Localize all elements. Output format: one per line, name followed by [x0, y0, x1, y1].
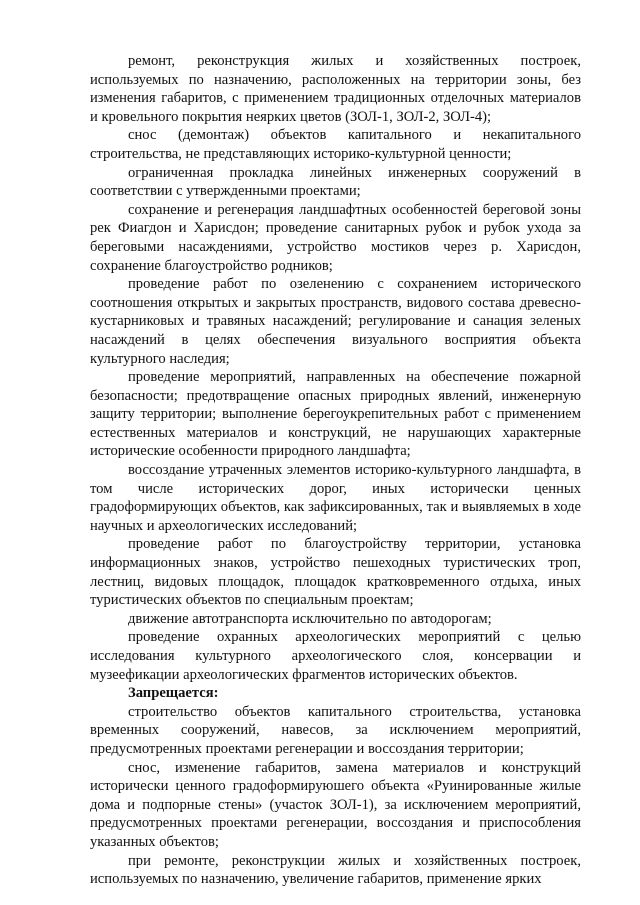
paragraph-linear-engineering: ограниченная прокладка линейных инженерных сооружений в соответствии с утвержденными проектами; [90, 164, 581, 200]
paragraph-landscape-preservation: сохранение и регенерация ландшафтных особенностей береговой зоны рек Фиагдон и Харисдон; проведение санитарных рубок и рубок ухода за береговыми насаждениями, устройство мостиков через р. Харисдон, сохранение благоустройство родников; [90, 201, 581, 274]
section-heading-prohibited: Запрещается: [128, 685, 219, 702]
paragraph-repair-restrictions: при ремонте, реконструкции жилых и хозяйственных построек, используемых по назначению, увеличение габаритов, применение ярких [90, 852, 581, 888]
document-page [90, 52, 581, 889]
paragraph-historic-object: снос, изменение габаритов, замена материалов и конструкций исторически ценного градоформируюшего объекта «Руинированные жилые дома и подпорные стены» (участок ЗОЛ-1), за исключением мероприятий, предусмотренных проектами регенерации, воссоздания и приспособления указанных объектов; [90, 759, 581, 850]
paragraph-archaeology: проведение охранных археологических мероприятий с целью исследования культурного археологического слоя, консервации и музеефикации археологических фрагментов исторических объектов. [90, 629, 581, 683]
paragraph-demolition: снос (демонтаж) объектов капитального и некапитального строительства, не представляющих историко-культурной ценности; [90, 127, 581, 162]
paragraph-capital-construction: строительство объектов капитального строительства, установка временных сооружений, навесов, за исключением мероприятий, предусмотренных проектами регенерации и воссоздания территории; [90, 703, 581, 757]
paragraph-greening: проведение работ по озеленению с сохранением исторического соотношения открытых и закрытых пространств, видового состава древесно-кустарниковых и травяных насаждений; регулирование и санация зеленых насаждений в целях обеспечения визуального восприятия объекта культурного наследия; [90, 276, 581, 367]
paragraph-fire-safety: проведение мероприятий, направленных на обеспечение пожарной безопасности; предотвращение опасных природных явлений, инженерную защиту территории; выполнение берегоукрепительных работ с применением естественных материалов и конструкций, не нарушающих характерные исторические особенности природного ландшафта; [90, 369, 581, 460]
paragraph-vehicle-traffic: движение автотранспорта исключительно по автодорогам; [128, 610, 492, 627]
paragraph-recreation-elements: воссоздание утраченных элементов историко-культурного ландшафта, в том числе исторических дорог, иных исторически ценных градоформирующих объектов, как зафиксированных, так и выявляемых в ходе научных и археологических исследований; [90, 462, 581, 534]
paragraph-improvement-works: проведение работ по благоустройству территории, установка информационных знаков, устройство пешеходных туристических троп, лестниц, видовых площадок, площадок кратковременного отдыха, иных туристических объектов по специальным проектам; [90, 536, 581, 609]
paragraph-repair-reconstruction: ремонт, реконструкция жилых и хозяйственных построек, используемых по назначению, расположенных на территории зоны, без изменения габаритов, с применением традиционных отделочных материалов и кровельного покрытия неярких цветов (ЗОЛ-1, ЗОЛ-2, ЗОЛ-4); [90, 53, 581, 125]
